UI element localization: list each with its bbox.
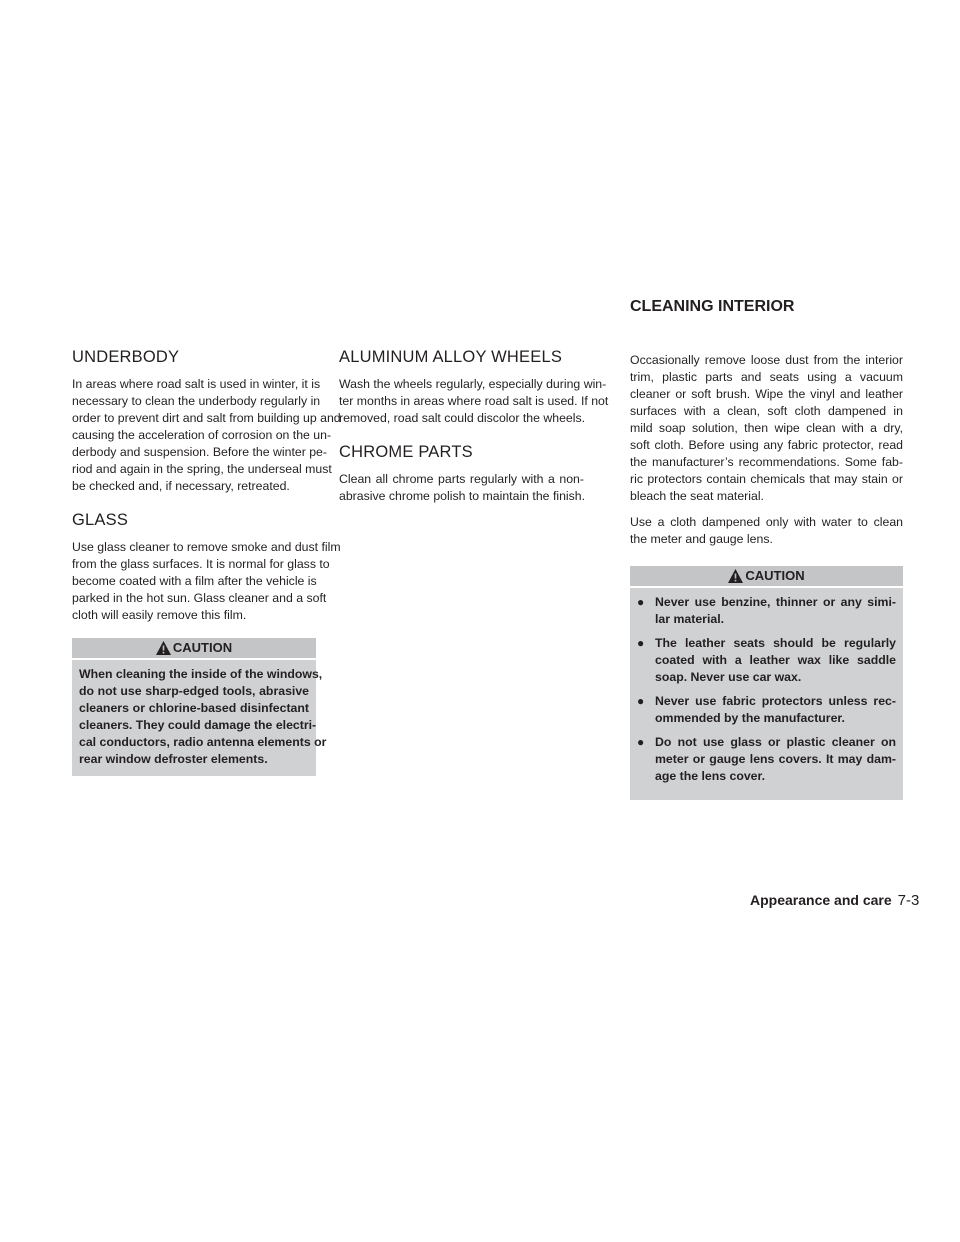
chrome-text: [339, 471, 584, 505]
text-line: the meter and gauge lens.: [630, 532, 773, 546]
text-line: bleach the seat material.: [630, 489, 764, 503]
caution-header: [72, 638, 316, 660]
text-line: Occasionally remove loose dust from the interior: [630, 353, 903, 367]
text-line: be checked and, if necessary, retreated.: [72, 479, 290, 493]
bullet-icon: ●: [637, 636, 645, 650]
bullet-icon: ●: [637, 735, 645, 749]
glass-text: [72, 539, 341, 624]
text-line: cleaners. They could damage the electri-: [79, 718, 317, 732]
middle-column: [339, 348, 609, 514]
text-line: ommended by the manufacturer.: [655, 711, 845, 725]
text-line: coated with a leather wax like saddle: [655, 653, 896, 667]
text-line: rear window defroster elements.: [79, 752, 268, 766]
text-line: Use a cloth dampened only with water to clean: [630, 515, 903, 529]
text-line: meter or gauge lens covers. It may dam-: [655, 752, 896, 766]
text-line: cal conductors, radio antenna elements or: [79, 735, 327, 749]
text-line: riod and again in the spring, the underseal must: [72, 462, 332, 476]
wheels-heading: ALUMINUM ALLOY WHEELS: [339, 348, 563, 366]
glass-heading: GLASS: [72, 511, 129, 529]
right-column: [630, 352, 903, 800]
text-line: from the glass surfaces. It is normal for glass to: [72, 557, 330, 571]
underbody-text: [72, 376, 341, 495]
warning-icon: [728, 569, 743, 583]
text-line: Clean all chrome parts regularly with a non-: [339, 472, 584, 486]
text-line: The leather seats should be regularly: [655, 636, 896, 650]
text-line: Never use benzine, thinner or any simi-: [655, 595, 896, 609]
caution-item: [637, 734, 896, 785]
text-line: Do not use glass or plastic cleaner on: [655, 735, 896, 749]
text-line: do not use sharp-edged tools, abrasive: [79, 684, 309, 698]
section-title: CLEANING INTERIOR: [630, 298, 795, 315]
wheels-text: [339, 376, 609, 427]
bullet-icon: ●: [637, 595, 645, 609]
text-line: causing the acceleration of corrosion on the un-: [72, 428, 332, 442]
text-line: In areas where road salt is used in winter, it is: [72, 377, 321, 391]
text-line: When cleaning the inside of the windows,: [79, 667, 323, 681]
caution-item: [637, 594, 896, 628]
underbody-heading: UNDERBODY: [72, 348, 180, 366]
text-line: necessary to clean the underbody regularly in: [72, 394, 321, 408]
text-line: become coated with a film after the vehicle is: [72, 574, 317, 588]
warning-icon: [156, 641, 171, 655]
page-footer: [750, 892, 919, 909]
text-line: ter months in areas where road salt is used. If not: [339, 394, 609, 408]
text-line: abrasive chrome polish to maintain the finish.: [339, 489, 586, 503]
text-line: parked in the hot sun. Glass cleaner and a soft: [72, 591, 327, 605]
text-line: trim, plastic parts and seats using a vacuum: [630, 370, 903, 384]
text-line: soft cloth. Before using any fabric protector, read: [630, 438, 903, 452]
text-line: Use glass cleaner to remove smoke and dust film: [72, 540, 341, 554]
text-line: cleaner or soft brush. Wipe the vinyl and leather: [630, 387, 903, 401]
text-line: ric protectors contain chemicals that may stain or: [630, 472, 903, 486]
text-line: Never use fabric protectors unless rec-: [655, 694, 896, 708]
interior-text: [630, 352, 903, 505]
text-line: lar material.: [655, 612, 725, 626]
caution-item: [637, 693, 896, 727]
lens-text: [630, 514, 903, 548]
caution-header: [630, 566, 903, 588]
caution-title: CAUTION: [172, 640, 233, 655]
text-line: mild soap solution, then wipe clean with a dry,: [630, 421, 903, 435]
caution-box: [72, 638, 327, 776]
bullet-icon: ●: [637, 694, 645, 708]
text-line: surfaces with a clean, soft cloth dampened in: [630, 404, 903, 418]
caution-item: [637, 635, 896, 686]
text-line: removed, road salt could discolor the wheels.: [339, 411, 586, 425]
text-line: Wash the wheels regularly, especially during win-: [339, 377, 607, 391]
caution-box: [630, 566, 903, 800]
chrome-heading: CHROME PARTS: [339, 443, 473, 461]
page-number: 7-3: [897, 892, 920, 909]
text-line: the manufacturer’s recommendations. Some fab-: [630, 455, 903, 469]
text-line: cleaners or chlorine-based disinfectant: [79, 701, 309, 715]
caution-title: CAUTION: [745, 568, 805, 583]
text-line: derbody and suspension. Before the winter pe-: [72, 445, 327, 459]
chapter-name: Appearance and care: [750, 892, 892, 908]
left-column: [72, 348, 341, 776]
text-line: age the lens cover.: [655, 769, 766, 783]
text-line: cloth will easily remove this film.: [72, 608, 247, 622]
text-line: soap. Never use car wax.: [655, 670, 802, 684]
caution-text: [72, 660, 327, 776]
caution-list: [630, 588, 903, 800]
text-line: order to prevent dirt and salt from building up and: [72, 411, 341, 425]
